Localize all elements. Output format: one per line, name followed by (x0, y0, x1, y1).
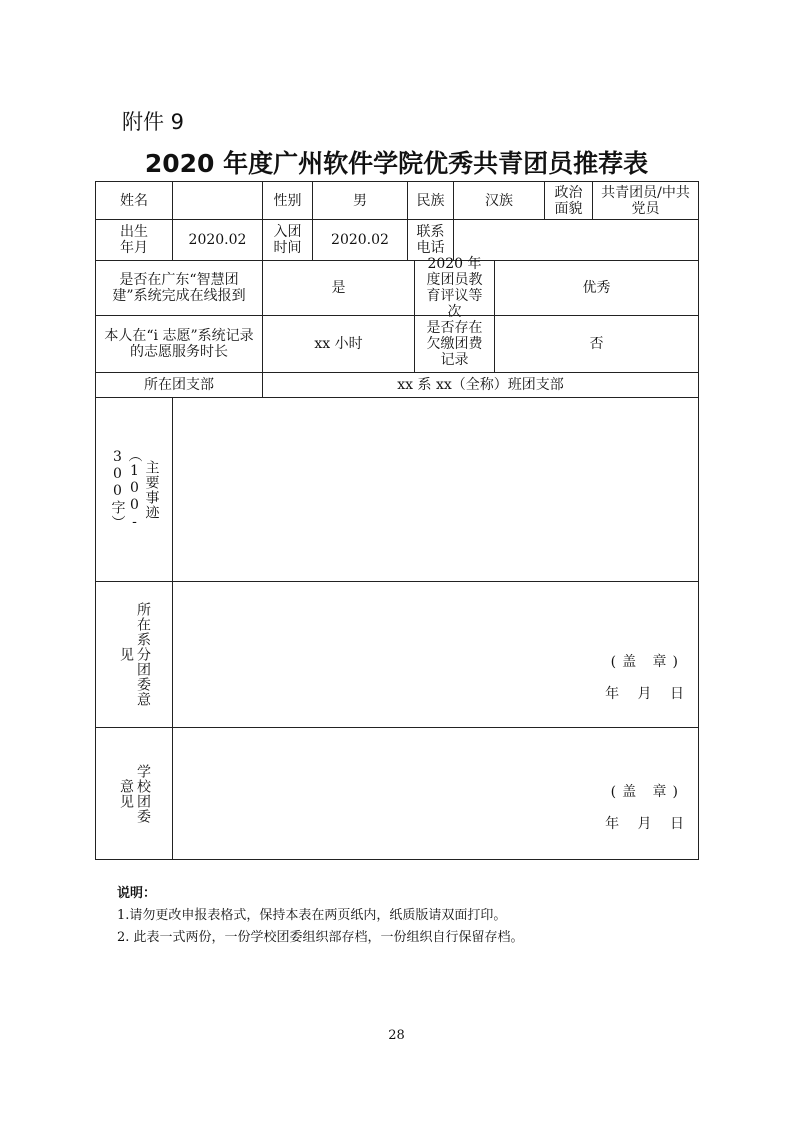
dept-stamp-text: (盖 章) (610, 654, 684, 670)
phone-field[interactable] (453, 219, 699, 261)
smart-checkin-field[interactable]: 是 (262, 260, 415, 316)
name-field[interactable] (172, 181, 263, 220)
branch-field[interactable]: xx 系 xx（全称）班团支部 (262, 372, 699, 398)
note-item-1: 1.请勿更改申报表格式，保持本表在两页纸内，纸质版请双面打印。 (117, 908, 507, 923)
notes-title: 说明： (117, 886, 157, 901)
fee-arrears-label: 是否存在欠缴团费记录 (414, 315, 495, 373)
page-number: 28 (388, 1028, 405, 1043)
school-opinion-label-text: 学校团委意见 (118, 763, 151, 824)
join-label: 入团时间 (262, 219, 313, 261)
attachment-label: 附件 9 (122, 110, 185, 134)
school-opinion-field[interactable] (172, 727, 699, 860)
deeds-label (95, 397, 173, 582)
dept-opinion-field[interactable] (172, 581, 699, 728)
dept-date-text: 年 月 日 (605, 686, 684, 702)
school-date-text: 年 月 日 (605, 816, 684, 832)
name-label: 姓名 (95, 181, 173, 220)
school-opinion-label (95, 727, 173, 860)
birth-field[interactable]: 2020.02 (172, 219, 263, 261)
gender-label: 性别 (262, 181, 313, 220)
notes-section (117, 883, 524, 949)
smart-checkin-label: 是否在广东“智慧团建”系统完成在线报到 (95, 260, 263, 316)
page-title: 2020 年度广州软件学院优秀共青团员推荐表 (144, 149, 649, 178)
branch-label: 所在团支部 (95, 372, 263, 398)
ethnicity-label: 民族 (407, 181, 454, 220)
dept-opinion-label-text: 所在系分团委意见 (118, 602, 151, 707)
political-label: 政治面貌 (544, 181, 593, 220)
evaluation-field[interactable]: 优秀 (494, 260, 699, 316)
fee-arrears-field[interactable]: 否 (494, 315, 699, 373)
deeds-field[interactable] (172, 397, 699, 582)
ethnicity-field[interactable]: 汉族 (453, 181, 545, 220)
school-stamp-text: (盖 章) (610, 784, 684, 800)
phone-label: 联系电话 (407, 219, 454, 261)
volunteer-hours-field[interactable]: xx 小时 (262, 315, 415, 373)
deeds-label-text: 主要事迹（100-300字） (109, 448, 160, 531)
birth-label: 出生年月 (95, 219, 173, 261)
note-item-2: 2. 此表一式两份，一份学校团委组织部存档，一份组织自行保留存档。 (117, 930, 524, 945)
dept-opinion-label (95, 581, 173, 728)
gender-field[interactable]: 男 (312, 181, 408, 220)
volunteer-hours-label: 本人在“i 志愿”系统记录的志愿服务时长 (95, 315, 263, 373)
political-field[interactable]: 共青团员/中共党员 (592, 181, 699, 220)
join-field[interactable]: 2020.02 (312, 219, 408, 261)
evaluation-label: 2020 年度团员教育评议等次 (414, 260, 495, 316)
